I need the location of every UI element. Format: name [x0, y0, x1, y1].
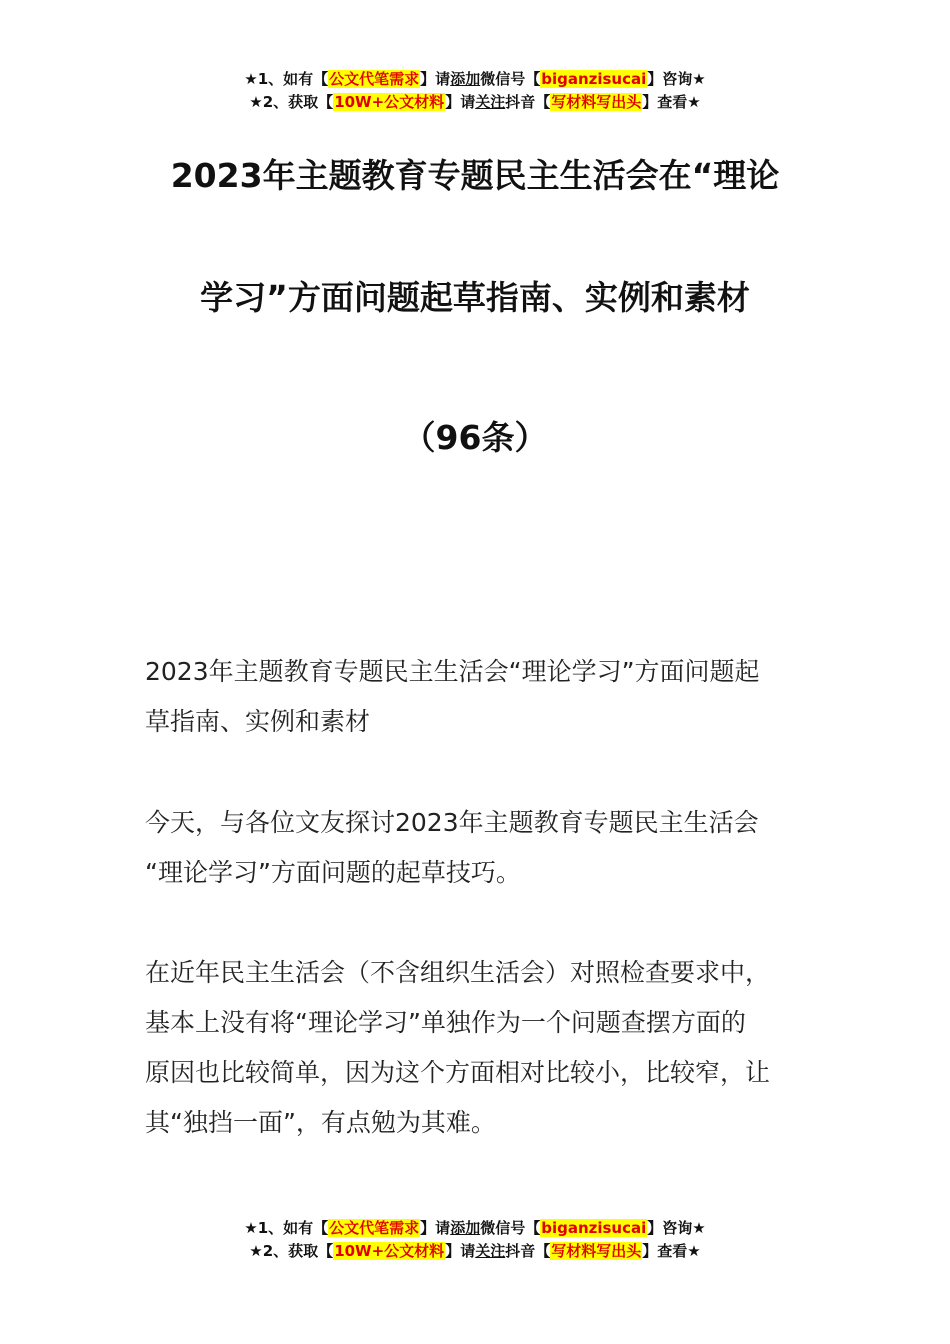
footer-banner: [0, 1217, 950, 1263]
banner-text: 】咨询★: [647, 70, 706, 88]
banner-text: 抖音【: [505, 1242, 551, 1260]
banner-text: ★2、获取【: [249, 93, 334, 111]
banner-highlight: 写材料写出头: [551, 93, 642, 111]
banner-underline: 添加: [450, 1219, 481, 1237]
document-title-line-1: 2023年主题教育专题民主生活会在“理论: [170, 156, 780, 195]
document-title-count: （96条）: [402, 418, 548, 457]
banner-highlight: 公文代笔需求: [329, 1219, 420, 1237]
banner-text: 】请: [420, 70, 451, 88]
banner-text: 】请: [445, 93, 476, 111]
banner-text: 微信号【: [480, 70, 541, 88]
banner-text: 】查看★: [642, 93, 701, 111]
paragraph-line: 草指南、实例和素材: [145, 707, 371, 736]
paragraph-line: 2023年主题教育专题民主生活会“理论学习”方面问题起: [145, 657, 760, 686]
banner-underline: 关注: [475, 93, 506, 111]
banner-line-1: [0, 1217, 950, 1240]
document-title-line-2: 学习”方面问题起草指南、实例和素材: [200, 278, 750, 317]
banner-highlight: 10W+公文材料: [334, 1242, 445, 1260]
banner-highlight: biganzisucai: [541, 1219, 647, 1237]
paragraph-line: “理论学习”方面问题的起草技巧。: [145, 858, 521, 887]
banner-text: ★1、如有【: [244, 70, 329, 88]
body-paragraph-2: [145, 798, 810, 898]
banner-highlight: 10W+公文材料: [334, 93, 445, 111]
banner-line-1: [0, 68, 950, 91]
paragraph-line: 今天，与各位文友探讨2023年主题教育专题民主生活会: [145, 808, 759, 837]
paragraph-line: 其“独挡一面”，有点勉为其难。: [145, 1108, 496, 1137]
banner-text: 微信号【: [480, 1219, 541, 1237]
header-banner: [0, 68, 950, 114]
banner-highlight: 公文代笔需求: [329, 70, 420, 88]
banner-highlight: 写材料写出头: [551, 1242, 642, 1260]
banner-text: 】请: [445, 1242, 476, 1260]
paragraph-line: 在近年民主生活会（不含组织生活会）对照检查要求中，: [145, 958, 771, 987]
banner-line-2: [0, 1240, 950, 1263]
banner-text: 】请: [420, 1219, 451, 1237]
banner-underline: 关注: [475, 1242, 506, 1260]
paragraph-line: 基本上没有将“理论学习”单独作为一个问题查摆方面的: [145, 1008, 746, 1037]
body-paragraph-3: [145, 948, 810, 1148]
banner-text: 】咨询★: [647, 1219, 706, 1237]
banner-text: 】查看★: [642, 1242, 701, 1260]
banner-line-2: [0, 91, 950, 114]
paragraph-line: 原因也比较简单，因为这个方面相对比较小，比较窄，让: [145, 1058, 771, 1087]
banner-text: ★2、获取【: [249, 1242, 334, 1260]
body-paragraph-1: [145, 647, 810, 747]
banner-text: ★1、如有【: [244, 1219, 329, 1237]
banner-highlight: biganzisucai: [541, 70, 647, 88]
banner-underline: 添加: [450, 70, 481, 88]
banner-text: 抖音【: [505, 93, 551, 111]
